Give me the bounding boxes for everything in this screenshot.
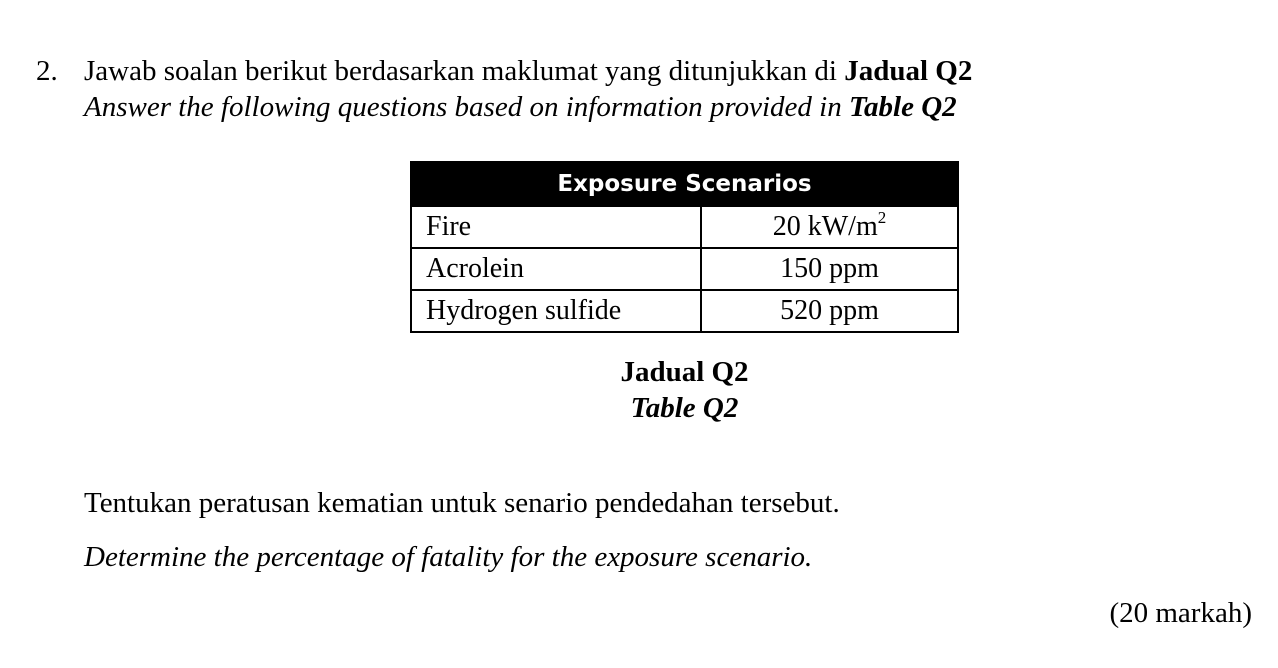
- exposure-scenarios-table: [410, 161, 959, 333]
- scenario-value-superscript: 2: [877, 208, 887, 227]
- scenario-name: Hydrogen sulfide: [411, 290, 701, 332]
- question-ref-english: Table Q2: [849, 91, 957, 123]
- marks-label: (20 markah): [1109, 597, 1252, 629]
- scenario-value-base: 20 kW/m: [772, 211, 878, 242]
- question-text-malay-prefix: Jawab soalan berikut berdasarkan maklumat yang ditunjukkan di: [84, 55, 845, 87]
- scenario-value-base: 520 ppm: [780, 295, 879, 326]
- table-caption-english: Table Q2: [630, 392, 739, 424]
- question-text-english-prefix: Answer the following questions based on information provided in: [84, 91, 849, 123]
- instruction-english: Determine the percentage of fatality for the exposure scenario.: [84, 541, 813, 573]
- question-text-english: [84, 88, 957, 126]
- table-row: [411, 206, 958, 248]
- table-caption-malay: Jadual Q2: [620, 356, 749, 388]
- scenario-value-base: 150 ppm: [780, 253, 879, 284]
- question-number: 2.: [36, 55, 58, 87]
- table-header: Exposure Scenarios: [411, 162, 958, 206]
- table-row: [411, 248, 958, 290]
- question-ref-malay: Jadual Q2: [844, 55, 973, 87]
- scenario-value: [701, 290, 958, 332]
- scenario-name: Fire: [411, 206, 701, 248]
- scenario-value: [701, 206, 958, 248]
- question-text-malay: [84, 52, 972, 90]
- scenario-name: Acrolein: [411, 248, 701, 290]
- table-header-row: [411, 162, 958, 206]
- table-row: [411, 290, 958, 332]
- scenario-value: [701, 248, 958, 290]
- instruction-malay: Tentukan peratusan kematian untuk senario pendedahan tersebut.: [84, 487, 840, 519]
